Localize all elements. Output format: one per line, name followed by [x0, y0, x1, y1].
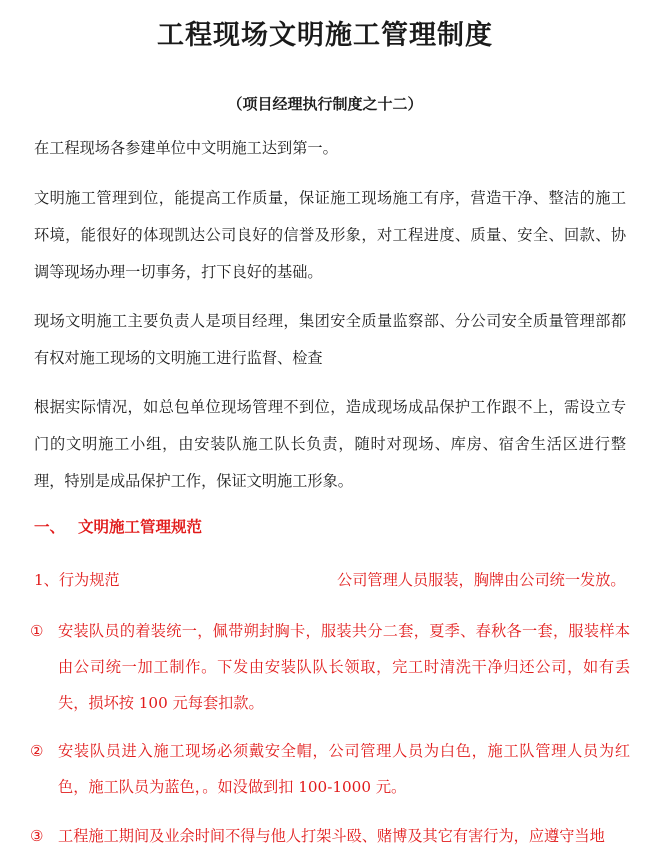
section-title: 文明施工管理规范: [78, 518, 203, 536]
paragraph: 现场文明施工主要负责人是项目经理，集团安全质量监察部、分公司安全质量管理部都有权对施工现场的文明施工进行监督、检查: [34, 312, 626, 367]
list-item: [30, 818, 630, 854]
item-text: 工程施工期间及业余时间不得与他人打架斗殴、赌博及其它有害行为，应遵守当地: [58, 827, 605, 845]
list-item: [30, 613, 630, 721]
document-title: 工程现场文明施工管理制度: [157, 20, 493, 51]
item-text: 安装队员进入施工现场必须戴安全帽，公司管理人员为白色，施工队管理人员为红色，施工队员为蓝色，。如没做到扣 100-1000 元。: [58, 742, 630, 796]
section-number: 一、: [34, 518, 66, 536]
paragraph: 在工程现场各参建单位中文明施工达到第一。: [34, 139, 338, 157]
section-heading: [34, 512, 202, 542]
item-marker: ③: [30, 827, 44, 845]
subsection-heading: [34, 565, 634, 595]
item-marker: ②: [30, 742, 44, 760]
item-text: 安装队员的着装统一，佩带朔封胸卡，服装共分二套，夏季、春秋各一套，服装样本由公司统一加工制作。下发由安装队队长领取，完工时清洗干净归还公司，如有丢失，损坏按 100 元每套扣款。: [58, 622, 630, 712]
subsection-label: 1、行为规范: [34, 571, 120, 589]
paragraph: 根据实际情况，如总包单位现场管理不到位，造成现场成品保护工作跟不上，需设立专门的文明施工小组，由安装队施工队长负责，随时对现场、库房、宿舍生活区进行整理，特别是成品保护工作，保证文明施工形象。: [34, 398, 626, 490]
subsection-note: 公司管理人员服装，胸牌由公司统一发放。: [337, 571, 626, 589]
document-subtitle: （项目经理执行制度之十二）: [227, 95, 423, 113]
list-item: [30, 733, 630, 805]
item-marker: ①: [30, 622, 44, 640]
paragraph: 文明施工管理到位，能提高工作质量，保证施工现场施工有序，营造干净、整洁的施工环境，能很好的体现凯达公司良好的信誉及形象，对工程进度、质量、安全、回款、协调等现场办理一切事务，打下良好的基础。: [34, 189, 626, 281]
